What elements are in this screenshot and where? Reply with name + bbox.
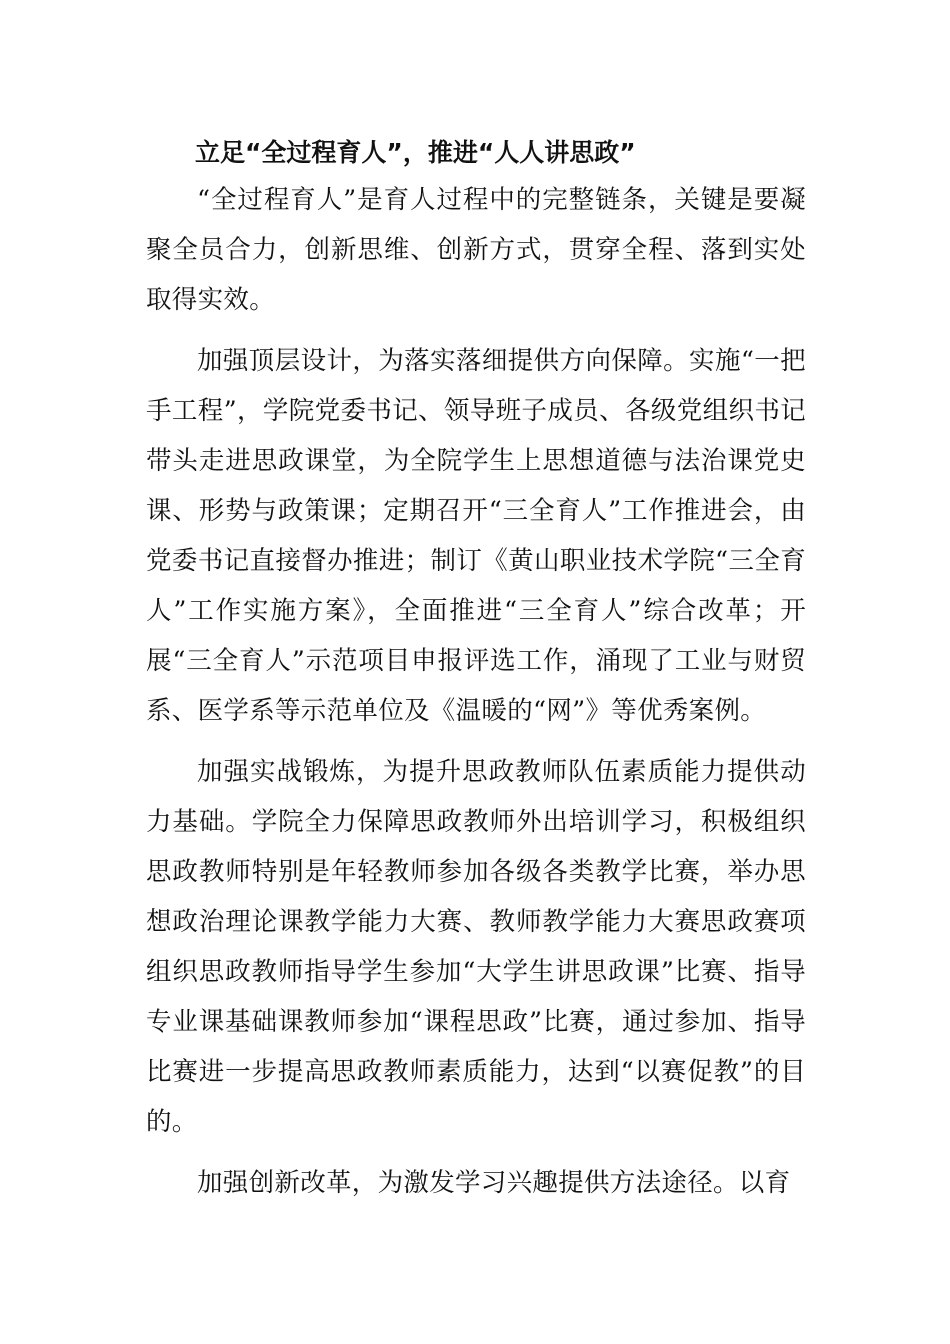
paragraph-2: 加强顶层设计，为落实落细提供方向保障。实施“一把手工程”，学院党委书记、领导班子成员、各级党组织书记带头走进思政课堂，为全院学生上思想道德与法治课党史课、形势与政策课；定期召开“三全育人”工作推进会，由党委书记直接督办推进；制订《黄山职业技术学院“三全育人”工作实施方案》，全面推进“三全育人”综合改革；开展“三全育人”示范项目申报评选工作，涌现了工业与财贸系、医学系等示范单位及《温暖的“网”》等优秀案例。: [146, 346, 806, 726]
paragraph-1: “全过程育人”是育人过程中的完整链条，关键是要凝聚全员合力，创新思维、创新方式，贯穿全程、落到实处取得实效。: [146, 185, 806, 315]
document-body: [146, 175, 806, 1219]
paragraph-3: 加强实战锻炼，为提升思政教师队伍素质能力提供动力基础。学院全力保障思政教师外出培训学习，积极组织思政教师特别是年轻教师参加各级各类教学比赛，举办思想政治理论课教学能力大赛、教师教学能力大赛思政赛项组织思政教师指导学生参加“大学生讲思政课”比赛、指导专业课基础课教师参加“课程思政”比赛，通过参加、指导比赛进一步提高思政教师素质能力，达到“以赛促教”的目的。: [146, 757, 806, 1137]
paragraph-4: 加强创新改革，为激发学习兴趣提供方法途径。以育: [197, 1168, 791, 1198]
document-title: 立足“全过程育人”，推进“人人讲思政”: [195, 138, 636, 167]
